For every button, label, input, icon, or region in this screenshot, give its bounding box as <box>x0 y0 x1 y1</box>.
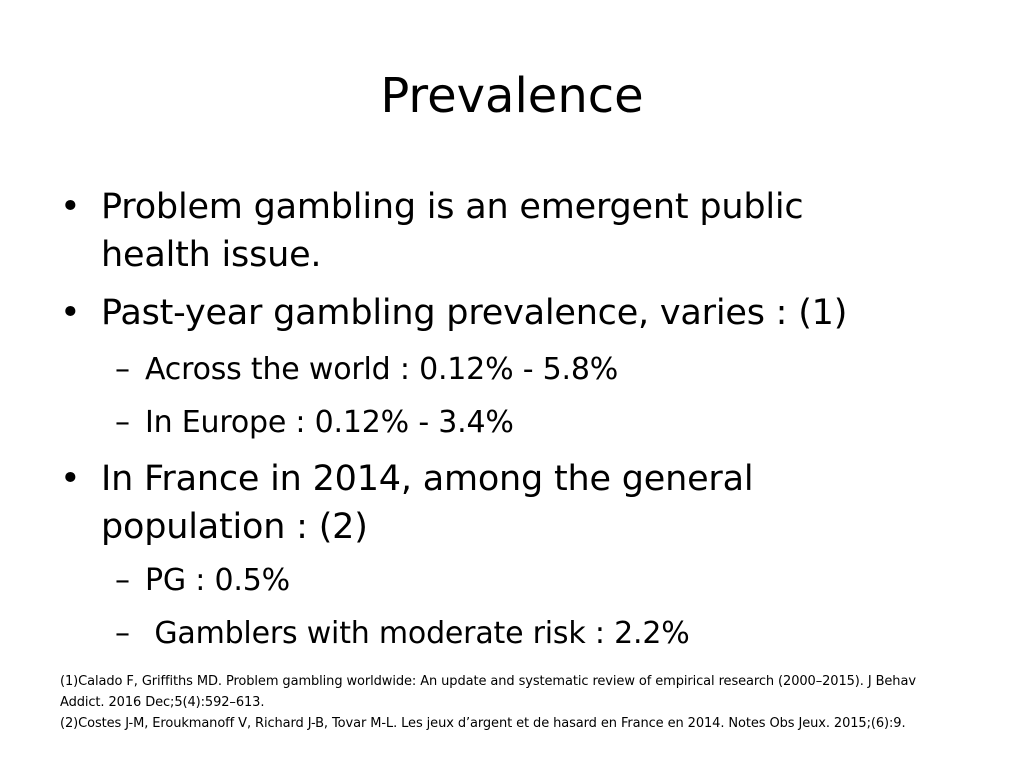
bullet-text-line: population : (2) <box>101 507 368 547</box>
references <box>60 671 990 734</box>
reference-line: (2)Costes J-M, Eroukmanoff V, Richard J-B, Tovar M-L. Les jeux d’argent et de hasard en France en 2014. Notes Obs Jeux. 2015;(6):9. <box>60 716 906 731</box>
bullet-marker: • <box>60 187 81 227</box>
sub-bullet-item <box>60 403 980 443</box>
sub-bullet-text: PG : 0.5% <box>145 563 290 598</box>
bullet-list <box>60 183 980 654</box>
reference-line: Addict. 2016 Dec;5(4):592–613. <box>60 695 265 710</box>
bullet-marker: • <box>60 459 81 499</box>
sub-bullet-text: Gamblers with moderate risk : 2.2% <box>145 616 690 651</box>
bullet-text-line: Past-year gambling prevalence, varies : (1) <box>101 293 848 333</box>
sub-bullet-marker: – <box>115 352 130 387</box>
slide-title: Prevalence <box>380 68 644 124</box>
sub-bullet-item <box>60 614 980 654</box>
sub-bullet-marker: – <box>115 616 130 651</box>
bullet-item <box>60 183 980 279</box>
bullet-text-line: Problem gambling is an emergent public <box>101 187 804 227</box>
sub-bullet-text: Across the world : 0.12% - 5.8% <box>145 352 619 387</box>
bullet-item <box>60 455 980 551</box>
sub-bullet-marker: – <box>115 405 130 440</box>
bullet-text-line: In France in 2014, among the general <box>101 459 754 499</box>
sub-bullet-item <box>60 561 980 601</box>
reference-line: (1)Calado F, Griffiths MD. Problem gambling worldwide: An update and systematic review of empirical research (2000–2015). J Behav <box>60 674 916 689</box>
bullet-text-line: health issue. <box>101 235 322 275</box>
sub-bullet-item <box>60 350 980 390</box>
bullet-item <box>60 289 980 337</box>
sub-bullet-text: In Europe : 0.12% - 3.4% <box>145 405 514 440</box>
sub-bullet-marker: – <box>115 563 130 598</box>
bullet-marker: • <box>60 293 81 333</box>
